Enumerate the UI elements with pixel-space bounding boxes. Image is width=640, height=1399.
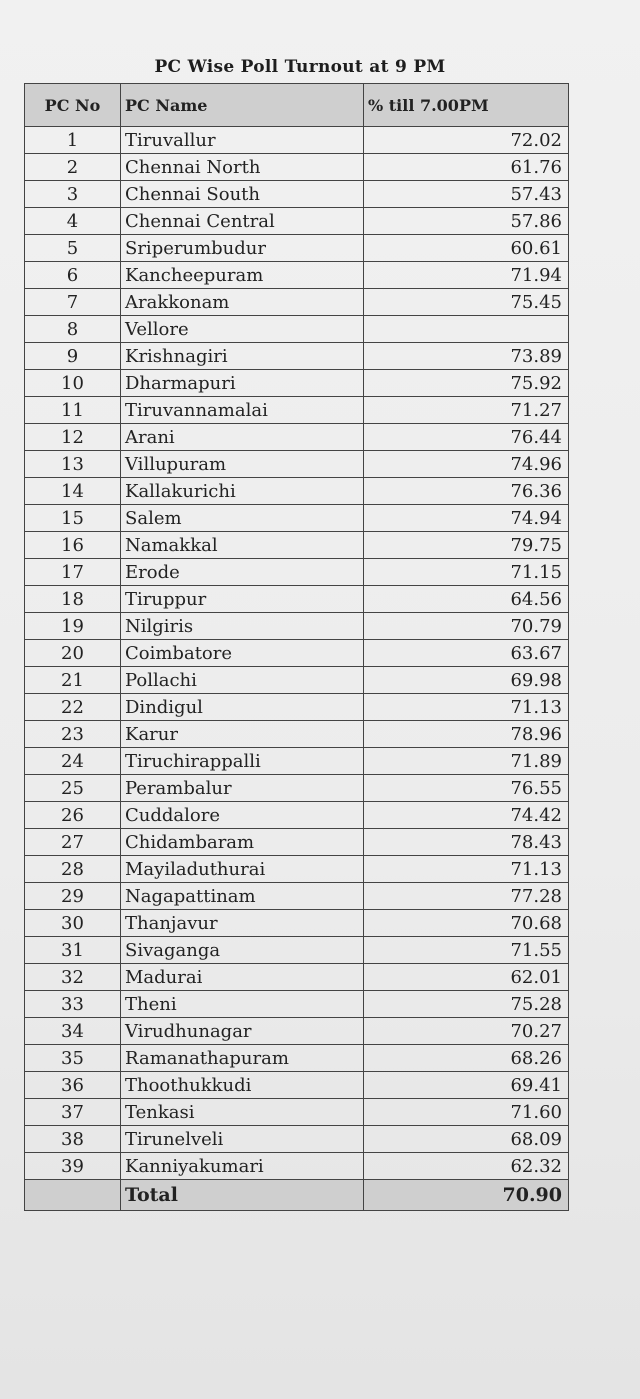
- total-label: Total: [121, 1180, 364, 1211]
- pc-no-cell: 26: [25, 802, 121, 829]
- table-row: [25, 1099, 569, 1126]
- percent-cell: 69.98: [364, 667, 569, 694]
- pc-no-cell: 2: [25, 154, 121, 181]
- table-row: [25, 964, 569, 991]
- table-row: [25, 424, 569, 451]
- table-row: [25, 1072, 569, 1099]
- pc-no-cell: 12: [25, 424, 121, 451]
- percent-cell: 74.96: [364, 451, 569, 478]
- header-percent: % till 7.00PM: [364, 84, 569, 127]
- percent-cell: 71.13: [364, 856, 569, 883]
- table-row: [25, 505, 569, 532]
- pc-name-cell: Krishnagiri: [121, 343, 364, 370]
- percent-cell: 78.43: [364, 829, 569, 856]
- pc-name-cell: Villupuram: [121, 451, 364, 478]
- pc-name-cell: Dindigul: [121, 694, 364, 721]
- pc-no-cell: 7: [25, 289, 121, 316]
- percent-cell: 68.26: [364, 1045, 569, 1072]
- table-row: [25, 235, 569, 262]
- pc-no-cell: 31: [25, 937, 121, 964]
- document-title: PC Wise Poll Turnout at 9 PM: [154, 57, 446, 77]
- percent-cell: [364, 316, 569, 343]
- pc-name-cell: Nilgiris: [121, 613, 364, 640]
- pc-no-cell: 14: [25, 478, 121, 505]
- table-row: [25, 910, 569, 937]
- percent-cell: 69.41: [364, 1072, 569, 1099]
- pc-no-cell: 17: [25, 559, 121, 586]
- pc-name-cell: Theni: [121, 991, 364, 1018]
- pc-no-cell: 15: [25, 505, 121, 532]
- pc-name-cell: Erode: [121, 559, 364, 586]
- table-row: [25, 397, 569, 424]
- table-row: [25, 937, 569, 964]
- pc-name-cell: Tiruvallur: [121, 127, 364, 154]
- pc-name-cell: Chennai Central: [121, 208, 364, 235]
- table-row: [25, 127, 569, 154]
- pc-no-cell: 35: [25, 1045, 121, 1072]
- pc-no-cell: 3: [25, 181, 121, 208]
- pc-no-cell: 4: [25, 208, 121, 235]
- turnout-table: [24, 83, 569, 1211]
- pc-no-cell: 6: [25, 262, 121, 289]
- pc-name-cell: Nagapattinam: [121, 883, 364, 910]
- pc-name-cell: Dharmapuri: [121, 370, 364, 397]
- pc-no-cell: 33: [25, 991, 121, 1018]
- header-pc-no: PC No: [25, 84, 121, 127]
- table-row: [25, 613, 569, 640]
- percent-cell: 71.15: [364, 559, 569, 586]
- percent-cell: 64.56: [364, 586, 569, 613]
- pc-name-cell: Tirunelveli: [121, 1126, 364, 1153]
- table-header-row: [25, 84, 569, 127]
- pc-no-cell: 27: [25, 829, 121, 856]
- percent-cell: 71.60: [364, 1099, 569, 1126]
- total-value: 70.90: [364, 1180, 569, 1211]
- table-row: [25, 694, 569, 721]
- pc-name-cell: Namakkal: [121, 532, 364, 559]
- table-row: [25, 262, 569, 289]
- pc-name-cell: Arani: [121, 424, 364, 451]
- pc-name-cell: Chidambaram: [121, 829, 364, 856]
- percent-cell: 78.96: [364, 721, 569, 748]
- percent-cell: 71.27: [364, 397, 569, 424]
- table-row: [25, 640, 569, 667]
- percent-cell: 76.44: [364, 424, 569, 451]
- pc-name-cell: Tiruppur: [121, 586, 364, 613]
- pc-no-cell: 10: [25, 370, 121, 397]
- percent-cell: 62.01: [364, 964, 569, 991]
- pc-name-cell: Karur: [121, 721, 364, 748]
- pc-no-cell: 1: [25, 127, 121, 154]
- table-body: [25, 127, 569, 1180]
- pc-no-cell: 8: [25, 316, 121, 343]
- pc-no-cell: 18: [25, 586, 121, 613]
- table-row: [25, 343, 569, 370]
- percent-cell: 72.02: [364, 127, 569, 154]
- percent-cell: 71.94: [364, 262, 569, 289]
- table-row: [25, 883, 569, 910]
- percent-cell: 62.32: [364, 1153, 569, 1180]
- pc-name-cell: Mayiladuthurai: [121, 856, 364, 883]
- pc-no-cell: 20: [25, 640, 121, 667]
- pc-no-cell: 22: [25, 694, 121, 721]
- percent-cell: 57.86: [364, 208, 569, 235]
- table-row: [25, 1018, 569, 1045]
- table-row: [25, 856, 569, 883]
- percent-cell: 75.45: [364, 289, 569, 316]
- pc-name-cell: Cuddalore: [121, 802, 364, 829]
- pc-name-cell: Vellore: [121, 316, 364, 343]
- table-row: [25, 451, 569, 478]
- percent-cell: 71.89: [364, 748, 569, 775]
- pc-no-cell: 34: [25, 1018, 121, 1045]
- pc-no-cell: 23: [25, 721, 121, 748]
- percent-cell: 63.67: [364, 640, 569, 667]
- pc-no-cell: 11: [25, 397, 121, 424]
- pc-name-cell: Pollachi: [121, 667, 364, 694]
- percent-cell: 71.13: [364, 694, 569, 721]
- pc-name-cell: Chennai North: [121, 154, 364, 181]
- table-row: [25, 559, 569, 586]
- pc-name-cell: Kancheepuram: [121, 262, 364, 289]
- pc-name-cell: Arakkonam: [121, 289, 364, 316]
- percent-cell: 75.28: [364, 991, 569, 1018]
- pc-no-cell: 5: [25, 235, 121, 262]
- pc-name-cell: Kallakurichi: [121, 478, 364, 505]
- table-row: [25, 1126, 569, 1153]
- table-row: [25, 532, 569, 559]
- pc-no-cell: 28: [25, 856, 121, 883]
- pc-no-cell: 9: [25, 343, 121, 370]
- table-row: [25, 1153, 569, 1180]
- pc-no-cell: 24: [25, 748, 121, 775]
- table-row: [25, 721, 569, 748]
- table-row: [25, 181, 569, 208]
- pc-name-cell: Coimbatore: [121, 640, 364, 667]
- percent-cell: 75.92: [364, 370, 569, 397]
- table-row: [25, 586, 569, 613]
- pc-name-cell: Thoothukkudi: [121, 1072, 364, 1099]
- total-row: [25, 1180, 569, 1211]
- pc-name-cell: Perambalur: [121, 775, 364, 802]
- total-blank-cell: [25, 1180, 121, 1211]
- pc-name-cell: Tiruchirappalli: [121, 748, 364, 775]
- pc-no-cell: 39: [25, 1153, 121, 1180]
- table-row: [25, 748, 569, 775]
- pc-name-cell: Ramanathapuram: [121, 1045, 364, 1072]
- table-row: [25, 991, 569, 1018]
- percent-cell: 76.36: [364, 478, 569, 505]
- pc-name-cell: Sriperumbudur: [121, 235, 364, 262]
- pc-name-cell: Salem: [121, 505, 364, 532]
- percent-cell: 77.28: [364, 883, 569, 910]
- percent-cell: 79.75: [364, 532, 569, 559]
- table-row: [25, 154, 569, 181]
- table-row: [25, 208, 569, 235]
- table-row: [25, 802, 569, 829]
- table-row: [25, 370, 569, 397]
- pc-no-cell: 37: [25, 1099, 121, 1126]
- pc-name-cell: Tiruvannamalai: [121, 397, 364, 424]
- pc-no-cell: 13: [25, 451, 121, 478]
- pc-name-cell: Thanjavur: [121, 910, 364, 937]
- pc-no-cell: 38: [25, 1126, 121, 1153]
- pc-no-cell: 32: [25, 964, 121, 991]
- pc-name-cell: Virudhunagar: [121, 1018, 364, 1045]
- percent-cell: 57.43: [364, 181, 569, 208]
- table-row: [25, 667, 569, 694]
- table-row: [25, 289, 569, 316]
- table-row: [25, 775, 569, 802]
- pc-name-cell: Chennai South: [121, 181, 364, 208]
- pc-no-cell: 21: [25, 667, 121, 694]
- percent-cell: 70.79: [364, 613, 569, 640]
- pc-no-cell: 19: [25, 613, 121, 640]
- table-row: [25, 829, 569, 856]
- percent-cell: 71.55: [364, 937, 569, 964]
- pc-name-cell: Tenkasi: [121, 1099, 364, 1126]
- percent-cell: 68.09: [364, 1126, 569, 1153]
- pc-no-cell: 16: [25, 532, 121, 559]
- percent-cell: 73.89: [364, 343, 569, 370]
- pc-no-cell: 30: [25, 910, 121, 937]
- percent-cell: 76.55: [364, 775, 569, 802]
- pc-no-cell: 29: [25, 883, 121, 910]
- table-row: [25, 316, 569, 343]
- percent-cell: 70.27: [364, 1018, 569, 1045]
- table-row: [25, 1045, 569, 1072]
- pc-name-cell: Madurai: [121, 964, 364, 991]
- percent-cell: 60.61: [364, 235, 569, 262]
- header-pc-name: PC Name: [121, 84, 364, 127]
- pc-name-cell: Sivaganga: [121, 937, 364, 964]
- percent-cell: 70.68: [364, 910, 569, 937]
- percent-cell: 74.42: [364, 802, 569, 829]
- table-row: [25, 478, 569, 505]
- pc-no-cell: 36: [25, 1072, 121, 1099]
- percent-cell: 74.94: [364, 505, 569, 532]
- pc-no-cell: 25: [25, 775, 121, 802]
- percent-cell: 61.76: [364, 154, 569, 181]
- turnout-table-container: [24, 83, 568, 1211]
- pc-name-cell: Kanniyakumari: [121, 1153, 364, 1180]
